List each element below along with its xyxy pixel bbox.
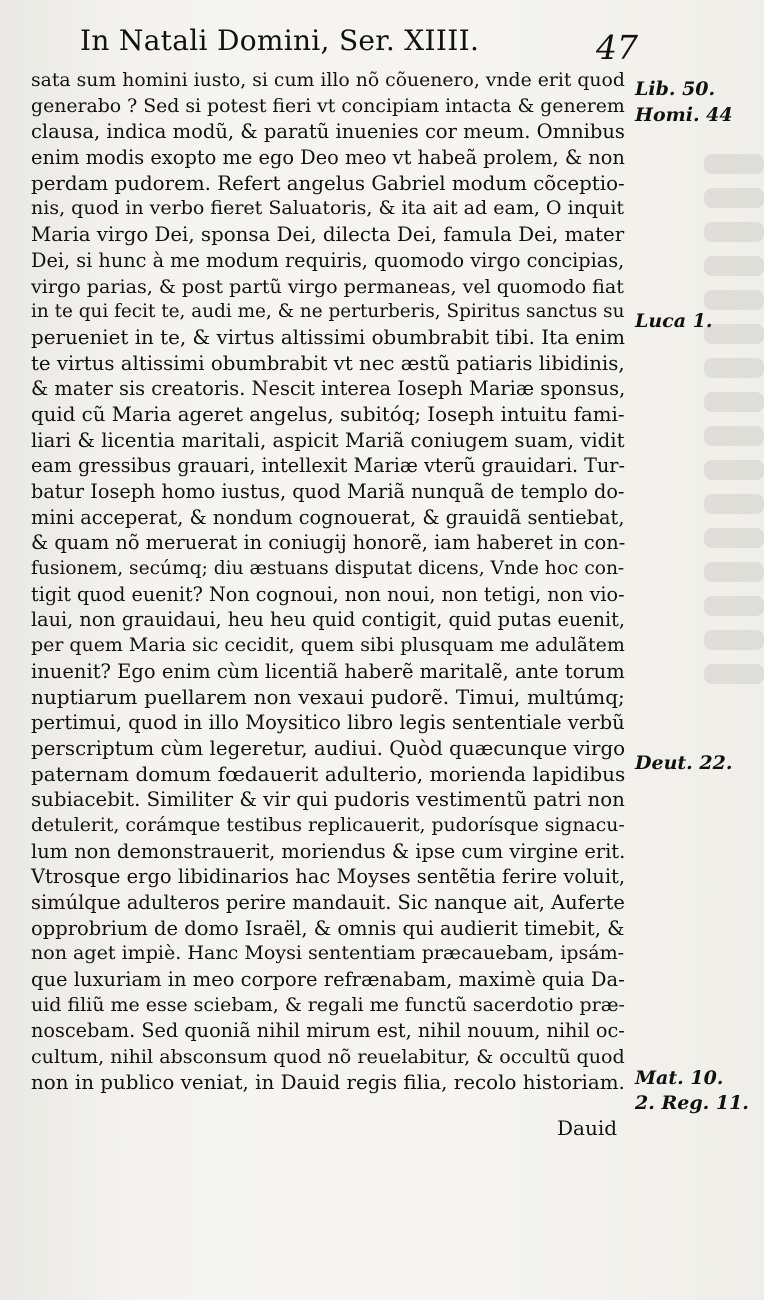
- text-line: uid filiũ me esse sciebam, & regali me functũ sacerdotio præ-: [31, 993, 625, 1016]
- text-line: cultum, nihil absconsum quod nõ reuelabitur, & occultũ quod: [31, 1045, 625, 1069]
- margin-note: Mat. 10.: [635, 1067, 724, 1089]
- show-through-bleed: [704, 140, 764, 840]
- text-line: mini acceperat, & nondum cognouerat, & grauidã sentiebat,: [31, 505, 625, 529]
- text-line: tigit quod euenit? Non cognoui, non noui, non tetigi, non vio-: [31, 582, 625, 606]
- text-line: que luxuriam in meo corpore refrænabam, maximè quia Da-: [31, 968, 625, 992]
- text-line: in te qui fecit te, audi me, & ne perturberis, Spiritus sanctus su: [31, 301, 625, 323]
- text-line: lum non demonstrauerit, moriendus & ipse cum virgine erit.: [31, 839, 626, 863]
- text-line: & mater sis creatoris. Nescit interea Ioseph Mariæ sponsus,: [31, 377, 626, 401]
- text-line: fusionem, secúmq; diu æstuans disputat dicens, Vnde hoc con-: [31, 558, 625, 580]
- text-line: perscriptum cùm legeretur, audiui. Quòd quæcunque virgo: [31, 736, 626, 760]
- text-line: opprobrium de domo Israël, & omnis qui audierit timebit, &: [31, 916, 625, 940]
- text-line: per quem Maria sic cecidit, quem sibi plusquam me adulãtem: [31, 634, 625, 657]
- margin-note: Luca 1.: [635, 310, 713, 332]
- text-line: subiacebit. Similiter & vir qui pudoris vestimentũ patri non: [31, 788, 625, 812]
- page-number: 47: [596, 28, 638, 67]
- text-line: enim modis exopto me ego Deo meo vt habeã prolem, & non: [31, 146, 625, 170]
- text-line: non in publico veniat, in Dauid regis filia, recolo historiam.: [31, 1070, 625, 1094]
- text-line: perdam pudorem. Refert angelus Gabriel modum cõceptio-: [31, 171, 625, 195]
- body-text: [31, 68, 627, 1096]
- margin-note: Deut. 22.: [635, 752, 733, 774]
- margin-note: Lib. 50.: [635, 78, 716, 100]
- catchword: Dauid: [557, 1116, 618, 1140]
- text-line: generabo ? Sed si potest fieri vt concipiam intacta & generem: [31, 95, 625, 117]
- text-line: liari & licentia maritali, aspicit Mariã coniugem suam, vidit: [31, 428, 625, 452]
- running-title: In Natali Domini, Ser. XIIII.: [80, 24, 480, 57]
- text-line: sata sum homini iusto, si cum illo nõ cõuenero, vnde erit quod: [31, 70, 625, 91]
- text-line: laui, non grauidaui, heu heu quid contigit, quid putas euenit,: [31, 608, 625, 632]
- margin-note: 2. Reg. 11.: [635, 1092, 749, 1114]
- text-line: & quam nõ meruerat in coniugij honorẽ, iam haberet in con-: [31, 531, 626, 555]
- text-line: clausa, indica modũ, & paratũ inuenies cor meum. Omnibus: [31, 120, 625, 144]
- text-line: Dei, si hunc à me modum requiris, quomodo virgo concipias,: [31, 248, 625, 272]
- text-line: quid cũ Maria ageret angelus, subitóq; Ioseph intuitu fami-: [31, 402, 625, 426]
- text-line: paternam domum fœdauerit adulterio, morienda lapidibus: [31, 761, 626, 786]
- page-header: [80, 24, 680, 67]
- text-line: Vtrosque ergo libidinarios hac Moyses sentẽtia ferire voluit,: [31, 865, 626, 889]
- text-line: perueniet in te, & virtus altissimi obumbrabit tibi. Ita enim: [31, 325, 626, 349]
- text-line: virgo parias, & post partũ virgo permaneas, vel quomodo fiat: [31, 274, 624, 298]
- margin-note: Homi. 44: [635, 104, 733, 126]
- text-line: noscebam. Sed quoniã nihil mirum est, nihil nouum, nihil oc-: [31, 1019, 625, 1043]
- text-line: Maria virgo Dei, sponsa Dei, dilecta Dei, famula Dei, mater: [31, 223, 625, 247]
- text-line: te virtus altissimi obumbrabit vt nec æstũ patiaris libidinis,: [31, 351, 625, 375]
- text-line: pertimui, quod in illo Moysitico libro legis sententiale verbũ: [31, 711, 625, 735]
- text-line: nis, quod in verbo fieret Saluatoris, & ita ait ad eam, O inquit: [31, 197, 625, 220]
- text-line: non aget impiè. Hanc Moysi sententiam præcauebam, ipsám-: [31, 942, 625, 965]
- text-line: simúlque adulteros perire mandauit. Sic nanque ait, Auferte: [31, 891, 625, 914]
- text-line: eam gressibus grauari, intellexit Mariæ vterũ grauidari. Tur-: [31, 454, 625, 478]
- text-line: inuenit? Ego enim cùm licentiã haberẽ maritalẽ, ante torum: [31, 659, 625, 683]
- text-line: detulerit, corámque testibus replicauerit, pudorísque signacu-: [31, 814, 625, 836]
- text-line: nuptiarum puellarem non vexaui pudorẽ. Timui, multúmq;: [31, 684, 625, 709]
- text-line: batur Ioseph homo iustus, quod Mariã nunquã de templo do-: [31, 480, 625, 503]
